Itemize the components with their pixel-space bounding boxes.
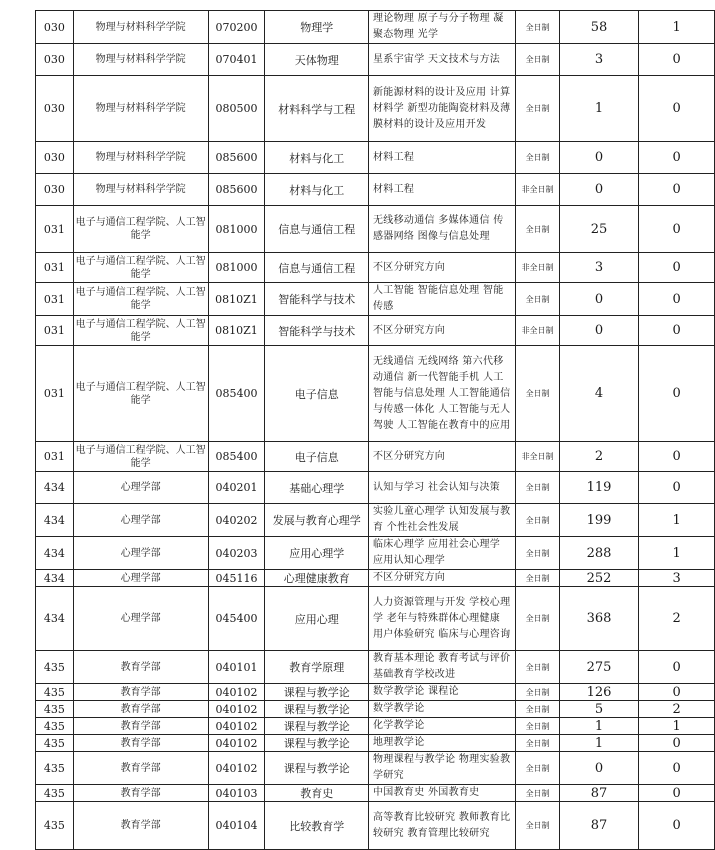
major-name-cell: 应用心理学 xyxy=(265,537,369,570)
major-code-cell: 045116 xyxy=(208,570,265,587)
research-direction-cell: 实验儿童心理学 认知发展与教育 个性社会性发展 xyxy=(369,504,516,537)
college-code-cell: 031 xyxy=(36,283,74,316)
research-direction-cell: 教育基本理论 教育考试与评价 基础教育学校改进 xyxy=(369,651,516,684)
study-mode-cell: 全日制 xyxy=(516,718,559,735)
study-mode-cell: 非全日制 xyxy=(516,174,559,206)
table-body xyxy=(36,11,715,850)
research-direction-cell: 高等教育比较研究 教师教育比较研究 教育管理比较研究 xyxy=(369,802,516,850)
study-mode-cell: 全日制 xyxy=(516,570,559,587)
research-direction-cell: 地理教学论 xyxy=(369,735,516,752)
major-name-cell: 智能科学与技术 xyxy=(265,316,369,346)
exempt-count-cell: 1 xyxy=(639,504,715,537)
enrollment-count-cell: 0 xyxy=(559,752,639,785)
exempt-count-cell: 0 xyxy=(639,752,715,785)
research-direction-cell: 星系宇宙学 天文技术与方法 xyxy=(369,44,516,76)
research-direction-cell: 不区分研究方向 xyxy=(369,570,516,587)
college-name-cell: 心理学部 xyxy=(73,570,208,587)
college-code-cell: 031 xyxy=(36,253,74,283)
college-name-cell: 教育学部 xyxy=(73,651,208,684)
study-mode-cell: 全日制 xyxy=(516,684,559,701)
table-row xyxy=(36,206,715,253)
enrollment-count-cell: 4 xyxy=(559,346,639,442)
college-name-cell: 教育学部 xyxy=(73,718,208,735)
study-mode-cell: 全日制 xyxy=(516,283,559,316)
college-code-cell: 030 xyxy=(36,44,74,76)
table-row xyxy=(36,802,715,850)
college-name-cell: 物理与材料科学学院 xyxy=(73,142,208,174)
research-direction-cell: 新能源材料的设计及应用 计算材料学 新型功能陶瓷材料及薄膜材料的设计及应用开发 xyxy=(369,76,516,142)
college-name-cell: 心理学部 xyxy=(73,537,208,570)
table-row xyxy=(36,537,715,570)
college-code-cell: 434 xyxy=(36,570,74,587)
exempt-count-cell: 0 xyxy=(639,253,715,283)
college-code-cell: 435 xyxy=(36,735,74,752)
college-code-cell: 030 xyxy=(36,142,74,174)
table-row xyxy=(36,472,715,504)
enrollment-count-cell: 25 xyxy=(559,206,639,253)
table-row xyxy=(36,76,715,142)
table-row xyxy=(36,587,715,651)
enrollment-count-cell: 1 xyxy=(559,76,639,142)
study-mode-cell: 全日制 xyxy=(516,537,559,570)
research-direction-cell: 化学教学论 xyxy=(369,718,516,735)
enrollment-count-cell: 368 xyxy=(559,587,639,651)
major-code-cell: 0810Z1 xyxy=(208,283,265,316)
exempt-count-cell: 0 xyxy=(639,442,715,472)
college-code-cell: 031 xyxy=(36,346,74,442)
exempt-count-cell: 0 xyxy=(639,44,715,76)
exempt-count-cell: 0 xyxy=(639,684,715,701)
college-name-cell: 教育学部 xyxy=(73,735,208,752)
college-code-cell: 435 xyxy=(36,684,74,701)
enrollment-count-cell: 0 xyxy=(559,283,639,316)
major-code-cell: 085600 xyxy=(208,174,265,206)
table-row xyxy=(36,346,715,442)
research-direction-cell: 无线移动通信 多媒体通信 传感器网络 图像与信息处理 xyxy=(369,206,516,253)
exempt-count-cell: 0 xyxy=(639,283,715,316)
exempt-count-cell: 0 xyxy=(639,472,715,504)
enrollment-count-cell: 2 xyxy=(559,442,639,472)
major-name-cell: 比较教育学 xyxy=(265,802,369,850)
enrollment-count-cell: 288 xyxy=(559,537,639,570)
study-mode-cell: 全日制 xyxy=(516,44,559,76)
major-code-cell: 040102 xyxy=(208,701,265,718)
enrollment-count-cell: 252 xyxy=(559,570,639,587)
table-row xyxy=(36,253,715,283)
enrollment-count-cell: 199 xyxy=(559,504,639,537)
enrollment-count-cell: 87 xyxy=(559,802,639,850)
college-code-cell: 434 xyxy=(36,504,74,537)
college-code-cell: 031 xyxy=(36,442,74,472)
table-row xyxy=(36,701,715,718)
study-mode-cell: 全日制 xyxy=(516,11,559,44)
major-code-cell: 085600 xyxy=(208,142,265,174)
college-name-cell: 电子与通信工程学院、人工智能学 xyxy=(73,253,208,283)
exempt-count-cell: 0 xyxy=(639,785,715,802)
study-mode-cell: 全日制 xyxy=(516,735,559,752)
exempt-count-cell: 0 xyxy=(639,802,715,850)
enrollment-table-container xyxy=(35,10,715,850)
research-direction-cell: 材料工程 xyxy=(369,174,516,206)
college-name-cell: 电子与通信工程学院、人工智能学 xyxy=(73,283,208,316)
major-name-cell: 心理健康教育 xyxy=(265,570,369,587)
exempt-count-cell: 2 xyxy=(639,587,715,651)
college-name-cell: 电子与通信工程学院、人工智能学 xyxy=(73,442,208,472)
table-row xyxy=(36,735,715,752)
research-direction-cell: 临床心理学 应用社会心理学 应用认知心理学 xyxy=(369,537,516,570)
college-name-cell: 教育学部 xyxy=(73,701,208,718)
major-code-cell: 070200 xyxy=(208,11,265,44)
exempt-count-cell: 0 xyxy=(639,206,715,253)
research-direction-cell: 人工智能 智能信息处理 智能传感 xyxy=(369,283,516,316)
major-code-cell: 040104 xyxy=(208,802,265,850)
exempt-count-cell: 1 xyxy=(639,718,715,735)
major-code-cell: 040203 xyxy=(208,537,265,570)
major-code-cell: 040201 xyxy=(208,472,265,504)
major-name-cell: 信息与通信工程 xyxy=(265,206,369,253)
major-name-cell: 课程与教学论 xyxy=(265,752,369,785)
major-name-cell: 材料与化工 xyxy=(265,142,369,174)
college-code-cell: 435 xyxy=(36,752,74,785)
exempt-count-cell: 0 xyxy=(639,651,715,684)
major-code-cell: 040102 xyxy=(208,684,265,701)
research-direction-cell: 数学教学论 xyxy=(369,701,516,718)
research-direction-cell: 人力资源管理与开发 学校心理学 老年与特殊群体心理健康 用户体验研究 临床与心理咨询 xyxy=(369,587,516,651)
exempt-count-cell: 2 xyxy=(639,701,715,718)
study-mode-cell: 非全日制 xyxy=(516,253,559,283)
study-mode-cell: 全日制 xyxy=(516,701,559,718)
major-name-cell: 课程与教学论 xyxy=(265,735,369,752)
major-code-cell: 040103 xyxy=(208,785,265,802)
exempt-count-cell: 0 xyxy=(639,316,715,346)
table-row xyxy=(36,504,715,537)
college-code-cell: 434 xyxy=(36,472,74,504)
research-direction-cell: 数学教学论 课程论 xyxy=(369,684,516,701)
major-name-cell: 教育史 xyxy=(265,785,369,802)
study-mode-cell: 全日制 xyxy=(516,472,559,504)
college-name-cell: 教育学部 xyxy=(73,752,208,785)
college-code-cell: 435 xyxy=(36,701,74,718)
study-mode-cell: 全日制 xyxy=(516,587,559,651)
major-code-cell: 040102 xyxy=(208,718,265,735)
research-direction-cell: 物理课程与教学论 物理实验教学研究 xyxy=(369,752,516,785)
major-name-cell: 天体物理 xyxy=(265,44,369,76)
major-code-cell: 040202 xyxy=(208,504,265,537)
college-name-cell: 心理学部 xyxy=(73,472,208,504)
college-name-cell: 物理与材料科学学院 xyxy=(73,11,208,44)
major-code-cell: 0810Z1 xyxy=(208,316,265,346)
college-code-cell: 031 xyxy=(36,316,74,346)
college-name-cell: 教育学部 xyxy=(73,785,208,802)
college-name-cell: 心理学部 xyxy=(73,504,208,537)
enrollment-table xyxy=(35,10,715,850)
college-code-cell: 030 xyxy=(36,174,74,206)
major-name-cell: 课程与教学论 xyxy=(265,701,369,718)
study-mode-cell: 全日制 xyxy=(516,785,559,802)
enrollment-count-cell: 0 xyxy=(559,174,639,206)
table-row xyxy=(36,316,715,346)
major-code-cell: 040102 xyxy=(208,735,265,752)
exempt-count-cell: 1 xyxy=(639,537,715,570)
enrollment-count-cell: 1 xyxy=(559,718,639,735)
enrollment-count-cell: 119 xyxy=(559,472,639,504)
college-code-cell: 030 xyxy=(36,11,74,44)
study-mode-cell: 全日制 xyxy=(516,752,559,785)
study-mode-cell: 全日制 xyxy=(516,504,559,537)
research-direction-cell: 无线通信 无线网络 第六代移动通信 新一代智能手机 人工智能与信息处理 人工智能通信与传感一体化 人工智能与无人驾驶 人工智能在教育中的应用 xyxy=(369,346,516,442)
college-code-cell: 435 xyxy=(36,785,74,802)
major-code-cell: 081000 xyxy=(208,253,265,283)
major-name-cell: 材料与化工 xyxy=(265,174,369,206)
major-name-cell: 课程与教学论 xyxy=(265,684,369,701)
major-name-cell: 基础心理学 xyxy=(265,472,369,504)
college-name-cell: 电子与通信工程学院、人工智能学 xyxy=(73,346,208,442)
enrollment-count-cell: 0 xyxy=(559,142,639,174)
college-code-cell: 435 xyxy=(36,651,74,684)
study-mode-cell: 全日制 xyxy=(516,206,559,253)
major-name-cell: 课程与教学论 xyxy=(265,718,369,735)
major-code-cell: 040102 xyxy=(208,752,265,785)
enrollment-count-cell: 275 xyxy=(559,651,639,684)
college-code-cell: 435 xyxy=(36,802,74,850)
major-code-cell: 085400 xyxy=(208,346,265,442)
research-direction-cell: 不区分研究方向 xyxy=(369,442,516,472)
table-row xyxy=(36,718,715,735)
table-row xyxy=(36,785,715,802)
major-name-cell: 教育学原理 xyxy=(265,651,369,684)
major-code-cell: 081000 xyxy=(208,206,265,253)
enrollment-count-cell: 5 xyxy=(559,701,639,718)
exempt-count-cell: 1 xyxy=(639,11,715,44)
major-name-cell: 信息与通信工程 xyxy=(265,253,369,283)
exempt-count-cell: 0 xyxy=(639,174,715,206)
study-mode-cell: 全日制 xyxy=(516,346,559,442)
major-name-cell: 物理学 xyxy=(265,11,369,44)
table-row xyxy=(36,442,715,472)
enrollment-count-cell: 3 xyxy=(559,253,639,283)
table-row xyxy=(36,283,715,316)
college-name-cell: 电子与通信工程学院、人工智能学 xyxy=(73,206,208,253)
study-mode-cell: 全日制 xyxy=(516,76,559,142)
major-name-cell: 材料科学与工程 xyxy=(265,76,369,142)
enrollment-count-cell: 0 xyxy=(559,316,639,346)
enrollment-count-cell: 1 xyxy=(559,735,639,752)
enrollment-count-cell: 3 xyxy=(559,44,639,76)
college-code-cell: 030 xyxy=(36,76,74,142)
college-name-cell: 教育学部 xyxy=(73,684,208,701)
exempt-count-cell: 0 xyxy=(639,142,715,174)
research-direction-cell: 认知与学习 社会认知与决策 xyxy=(369,472,516,504)
exempt-count-cell: 0 xyxy=(639,76,715,142)
exempt-count-cell: 0 xyxy=(639,735,715,752)
major-name-cell: 智能科学与技术 xyxy=(265,283,369,316)
research-direction-cell: 材料工程 xyxy=(369,142,516,174)
table-row xyxy=(36,142,715,174)
exempt-count-cell: 0 xyxy=(639,346,715,442)
major-code-cell: 085400 xyxy=(208,442,265,472)
college-code-cell: 434 xyxy=(36,537,74,570)
college-name-cell: 电子与通信工程学院、人工智能学 xyxy=(73,316,208,346)
table-row xyxy=(36,684,715,701)
college-name-cell: 物理与材料科学学院 xyxy=(73,76,208,142)
study-mode-cell: 非全日制 xyxy=(516,316,559,346)
table-row xyxy=(36,174,715,206)
enrollment-count-cell: 58 xyxy=(559,11,639,44)
table-row xyxy=(36,44,715,76)
major-name-cell: 电子信息 xyxy=(265,346,369,442)
enrollment-count-cell: 126 xyxy=(559,684,639,701)
major-name-cell: 应用心理 xyxy=(265,587,369,651)
research-direction-cell: 中国教育史 外国教育史 xyxy=(369,785,516,802)
college-code-cell: 435 xyxy=(36,718,74,735)
research-direction-cell: 理论物理 原子与分子物理 凝聚态物理 光学 xyxy=(369,11,516,44)
college-code-cell: 031 xyxy=(36,206,74,253)
college-name-cell: 心理学部 xyxy=(73,587,208,651)
major-code-cell: 040101 xyxy=(208,651,265,684)
enrollment-count-cell: 87 xyxy=(559,785,639,802)
major-code-cell: 045400 xyxy=(208,587,265,651)
study-mode-cell: 全日制 xyxy=(516,802,559,850)
study-mode-cell: 非全日制 xyxy=(516,442,559,472)
exempt-count-cell: 3 xyxy=(639,570,715,587)
major-code-cell: 070401 xyxy=(208,44,265,76)
study-mode-cell: 全日制 xyxy=(516,651,559,684)
research-direction-cell: 不区分研究方向 xyxy=(369,253,516,283)
table-row xyxy=(36,570,715,587)
research-direction-cell: 不区分研究方向 xyxy=(369,316,516,346)
major-name-cell: 电子信息 xyxy=(265,442,369,472)
college-name-cell: 物理与材料科学学院 xyxy=(73,174,208,206)
study-mode-cell: 全日制 xyxy=(516,142,559,174)
college-name-cell: 教育学部 xyxy=(73,802,208,850)
major-code-cell: 080500 xyxy=(208,76,265,142)
table-row xyxy=(36,752,715,785)
major-name-cell: 发展与教育心理学 xyxy=(265,504,369,537)
college-name-cell: 物理与材料科学学院 xyxy=(73,44,208,76)
table-row xyxy=(36,11,715,44)
college-code-cell: 434 xyxy=(36,587,74,651)
table-row xyxy=(36,651,715,684)
